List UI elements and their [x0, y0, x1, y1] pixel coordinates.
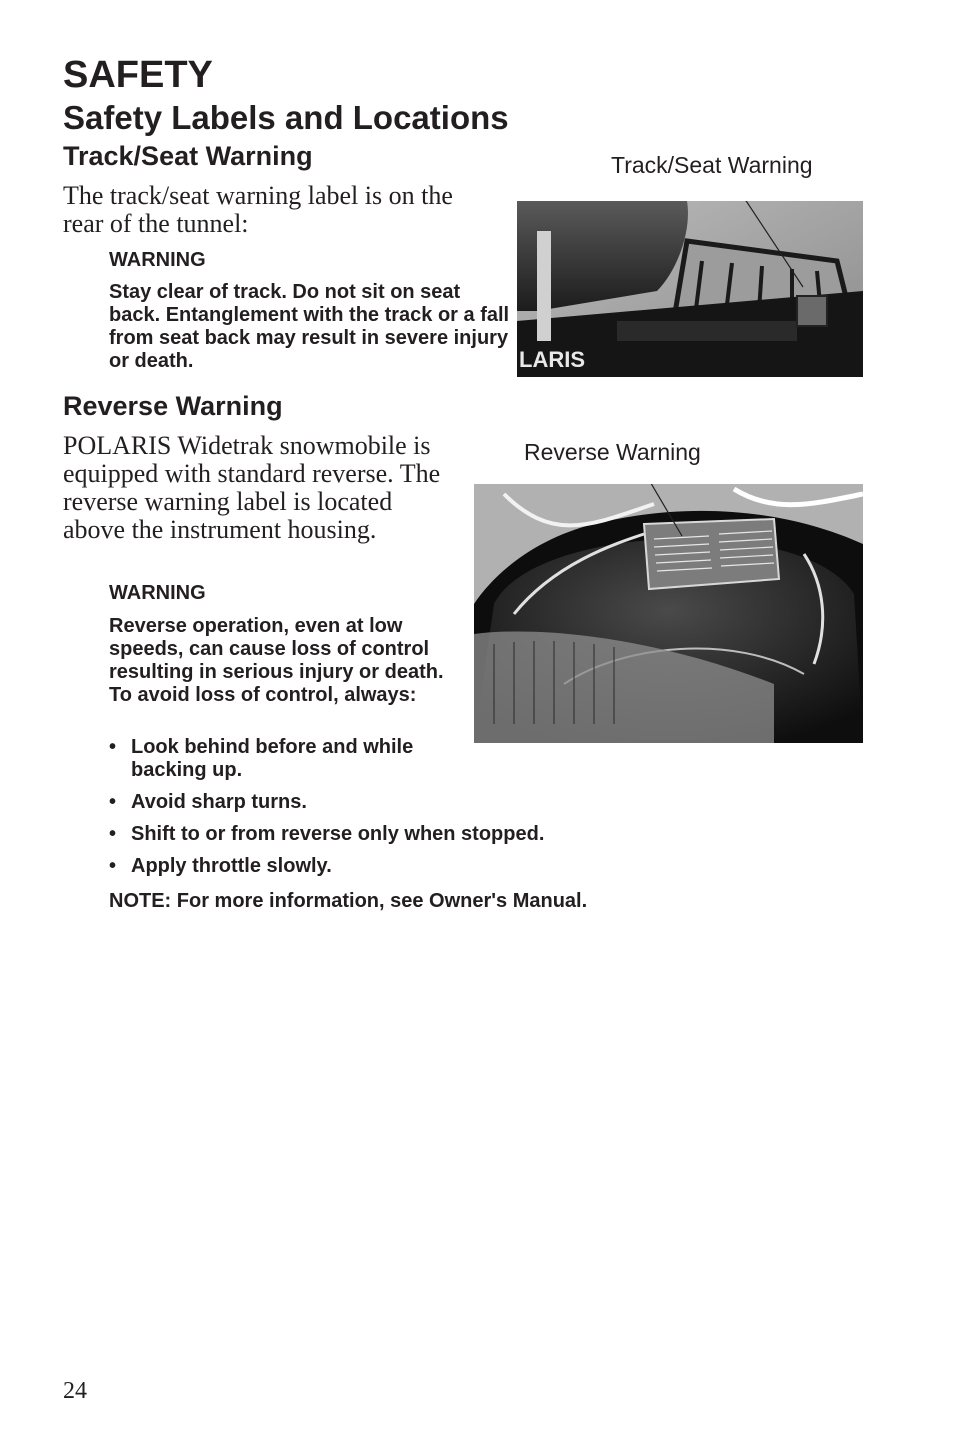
list-item: • Apply throttle slowly. — [109, 855, 332, 877]
snowmobile-rack-illustration — [517, 201, 863, 377]
note-text: NOTE: For more information, see Owner's Manual. — [109, 890, 588, 912]
track-seat-photo-caption: Track/Seat Warning — [611, 152, 813, 178]
section-title: SAFETY — [63, 54, 213, 96]
bullet-dot-icon: • — [109, 855, 117, 877]
list-item: • Avoid sharp turns. — [109, 791, 307, 813]
reverse-bullet-list — [109, 736, 669, 913]
reverse-warning-text: Reverse operation, even at low speeds, can cause loss of control resulting in serious injury or death. To avoid loss of control, always: — [109, 615, 444, 706]
bullet-dot-icon: • — [109, 791, 117, 813]
bullet-dot-icon: • — [109, 823, 117, 845]
page-title: Safety Labels and Locations — [63, 99, 509, 136]
reverse-warning-title: WARNING — [109, 582, 206, 604]
photo-brand-text: LARIS — [519, 347, 585, 372]
track-seat-warning-text: Stay clear of track. Do not sit on seat back. Entanglement with the track or a fall from seat back may result in severe injury or death. — [109, 281, 510, 372]
list-item: • Look behind before and while backing up. — [109, 736, 414, 781]
list-item: • Shift to or from reverse only when stopped. — [109, 823, 545, 845]
track-seat-photo — [517, 201, 863, 377]
instrument-hood-illustration — [474, 484, 863, 743]
track-seat-warning-title: WARNING — [109, 249, 206, 271]
track-seat-body: The track/seat warning label is on the rear of the tunnel: — [63, 181, 453, 238]
track-seat-heading: Track/Seat Warning — [63, 141, 313, 171]
page-number: 24 — [63, 1378, 87, 1404]
reverse-body: POLARIS Widetrak snowmobile is equipped with standard reverse. The reverse warning label is located above the instrument housing. — [63, 431, 441, 544]
bullet-dot-icon: • — [109, 736, 117, 758]
reverse-heading: Reverse Warning — [63, 391, 283, 421]
reverse-photo-caption: Reverse Warning — [524, 439, 701, 465]
reverse-photo — [474, 484, 863, 743]
